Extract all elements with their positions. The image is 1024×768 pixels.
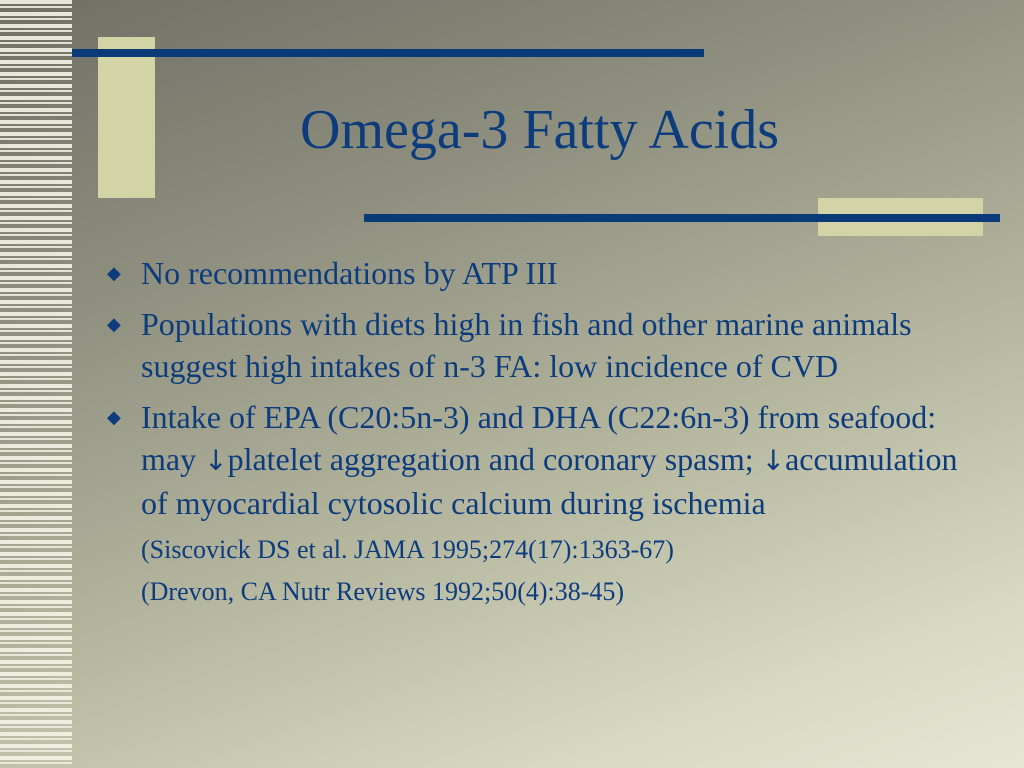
decorative-vertical-bar bbox=[98, 37, 155, 198]
citation: (Drevon, CA Nutr Reviews 1992;50(4):38-45) bbox=[141, 577, 625, 606]
decorative-stripes bbox=[0, 0, 72, 768]
bullet-item bbox=[105, 252, 985, 294]
diamond-bullet-icon: ◆ bbox=[107, 263, 121, 283]
citation: (Siscovick DS et al. JAMA 1995;274(17):1363-67) bbox=[141, 535, 674, 564]
bullet-item bbox=[105, 396, 985, 524]
bullet-text-part: platelet aggregation and coronary spasm; bbox=[227, 441, 762, 477]
down-arrow-icon: ↓ bbox=[204, 444, 228, 477]
bullet-text: Populations with diets high in fish and other marine animals suggest high intakes of n-3 FA: low incidence of CVD bbox=[141, 306, 912, 384]
slide-title: Omega-3 Fatty Acids bbox=[300, 99, 780, 161]
bullet-text: No recommendations by ATP III bbox=[141, 255, 558, 291]
decorative-mid-line bbox=[364, 214, 1000, 222]
slide-body bbox=[105, 252, 985, 609]
down-arrow-icon: ↓ bbox=[761, 444, 786, 477]
decorative-top-line bbox=[72, 49, 704, 57]
bullet-item bbox=[105, 303, 985, 387]
diamond-bullet-icon: ◆ bbox=[107, 407, 121, 427]
bullet-text-part: Intake of EPA (C20:5n-3) and DHA (C22:6n-3) from seafood: may bbox=[141, 399, 937, 477]
bullet-text bbox=[141, 396, 981, 524]
diamond-bullet-icon: ◆ bbox=[107, 314, 121, 334]
bullet-text-part: accumulation of myocardial cytosolic calcium during ischemia bbox=[141, 441, 958, 521]
